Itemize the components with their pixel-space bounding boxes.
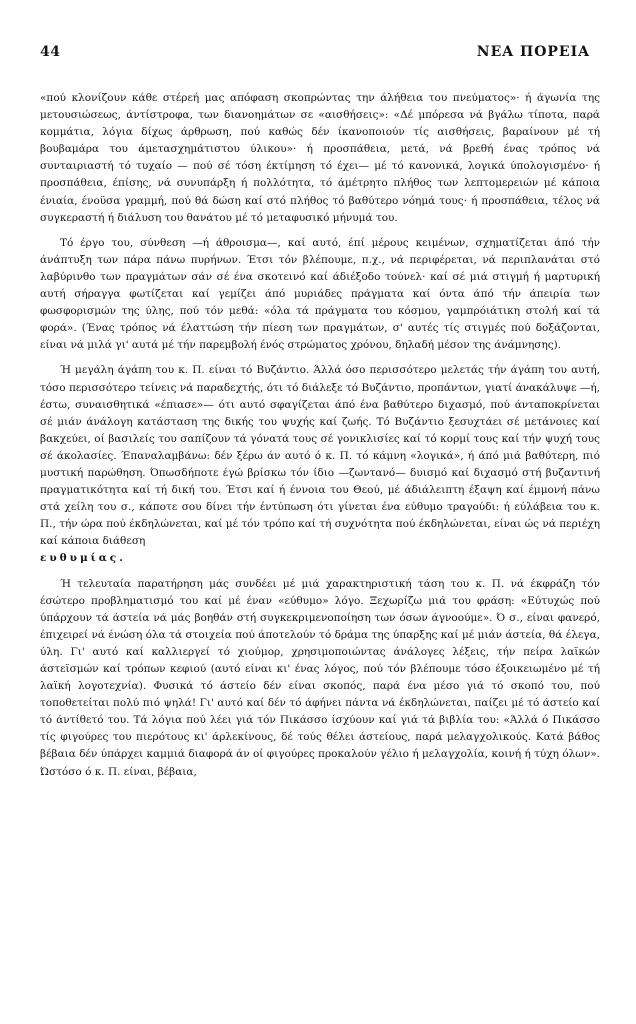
- body-text: [40, 90, 600, 785]
- page-number: 44: [40, 44, 61, 60]
- paragraph-1: «πού κλονίζουν κάθε στέρεή μας απόφαση σκοπρώντας την άλήθεια του πνεύματος»· ή άγωνία της μετουσιώσεως, άντίστροφα, των διανοημάτων σε «αισθήσεις»: «Δέ μπόρεσα νά βγάλω τίποτα, παρά κομμάτια, λόγια δίχως άρθρωση, πού καθώς δέν ίκανοποιούν τίς αισθήσεις, βαραίνουν μέ τή βουβαμάρα του άμετασχημάτιστου ύλικου»· ή προσπάθεια, μετά, νά βρεθή ένας τρόπος νά συνταιριαστή τό τυχαίο — πού σέ τόση έκτίμηση τό έχει— μέ τό κανονικά, λογικά ύπολογισμένο· ή προσπάθεια, έπίσης, νά συνυπάρξη ή πολλότητα, τό άμέτρητο πλήθος των λεπτομερειών μέ κάποια ένιαία, ένοϋσα γραμμή, πού θά δώση καί στό πλήθος τό βαθύτερο νόημά τους· ή προσπάθεια, τέλος νά συγκεραστή ή διάλυση του θανάτου μέ τό μεταφυσικό μήνυμά του.: [40, 92, 600, 224]
- spaced-emphasis-word: ευθυμίας.: [40, 552, 126, 565]
- paragraph-4: Ή τελευταία παρατήρηση μάς συνδέει μέ μιά χαρακτηριστική τάση του κ. Π. νά έκφράζη τόν έσώτερο προβληματισμό του καί μέ έναν «εύθυμο» λόγο. Ξεχωρίζω μιά του φράση: «Εύτυχώς πού ύπάρχουν τά άστεία νά μάς βοηθάν στή συγκεκριμενοποίηση των όσων άγνοούμε». Ό σ., είναι φανερό, έπιχειρεί νά ένώση όλα τά στοιχεία πού άποτελούν τό δράμα της ύπαρξης καί μέ μιάν άστεία, θά έλεγα, ύλη. Γι' αυτό καί καλλιεργεί τό χιούμορ, χρησιμοποιώντας άνάλογες λέξεις, τήν πείρα λαϊκών άστεϊσμών καί τρόπων κεφιού (αυτό είναι κι' ένας λόγος, πού τόν βλέπουμε τόσο έξοικειωμένο μέ τή λαϊκή λογοτεχνία). Φυσικά τό άστείο δέν είναι σκοπός, παρά ένα μέσο γιά τό σκοπό του, πού τοποθετείται πολύ πιό ψηλά! Γι' αυτό καί δέν τό άφήνει πάντα νά έκδηλώνεται, παίζει μέ τό άστείο καί τό άντίθετό του. Τά λόγια πού λέει γιά τόν Πικάσσο ίσχύουν καί γιά τά βιβλία του: «Άλλά ό Πικάσσο τίς φιγούρες του πιερότους κι' άρλεκίνους, δέ τούς θέλει άστείους, παρά μελαγχολικούς. Κατά βάθος βέβαια δέν ύπάρχει καμμιά διαφορά άν οί φιγούρες προκαλούν γέλιο ή μελαγχολία, κοινή ή τύχη όλων». Ώστόσο ό κ. Π. είναι, βέβαια,: [40, 577, 600, 778]
- paragraph-3-text: Ή μεγάλη άγάπη του κ. Π. είναι τό Βυζάντιο. Άλλά όσο περισσότερο μελετάς τήν άγάπη του αυτή, τόσο περισσότερο τείνεις νά παραδεχτής, ότι τό διάλεξε τό Βυζάντιο, προπάντων, γιατί άνακάλυψε —ή, έστω, συναισθητικά «έπιασε»— ότι αυτό σφαγίζεται άπό ένα βαθύτερο διχασμό, πού άνταποκρίνεται σέ μιάν άνάλογη κατάσταση της δικής του ψυχής καί ζωής. Τό Βυζάντιο ξεσυχτάει σέ μετάνοιες καί βακχεύει, οί βασιλείς του σαπίζουν τά γόνατά τους σέ γονικλισίες καί τό κορμί τους καί τήν ψυχή τους σέ άκολασίες. Έπαναλαμβάνω: δέν ξέρω άν αυτό ό κ. Π. τό κάμνη «λογικά», ή άπό μιά βαθύτερη, πιό μυστική παρώθηση. Όπωσδήποτε έγώ βρίσκω τόν ίδιο —ζωντανό— δυισμό καί διχασμό στή βυζαντινή πραγματικότητα καί τή δική του. Έτσι καί ή έννοια του Θεού, μέ άδιάλειπτη έξαψη καί έμμονή πάνω στά χείλη του σ., κάποτε σου δίνει τήν έντύπωση ότι γίνεται ένα εύθυμο τραγούδι: ή εύλάβεια του κ. Π., τήν ώρα πού έκδηλώνεται, καί μέ τόν τρόπο καί τή συχνότητα πού έκδηλώνεται, είναι ώς νά περιέχη καί κάποια διάθεση: [40, 364, 600, 548]
- paragraph-3: [40, 362, 600, 567]
- page-header: [40, 44, 590, 66]
- running-title: ΝΕΑ ΠΟΡΕΙΑ: [476, 44, 590, 60]
- paragraph-2: Τό έργο του, σύνθεση —ή άθροισμα—, καί αυτό, έπί μέρους κειμένων, σχηματίζεται άπό τήν άνάπτυξη των πάρα πάνω πυρήνων. Έτσι τόν βλέπουμε, π.χ., νά περιφέρεται, νά περιπλανάται στό λαβύρινθο των πραγμάτων σάν σέ ένα σκοτεινό καί άδιέξοδο τούνελ· καί σέ μιά στιγμή ή μαρτυρική αυτή σήραγγα φωτίζεται καί γεμίζει άπό μυριάδες πράγματα καί όντα άπό τήν άπειρία των φωσφορισμών της ύλης, πού τόν μεθά: «όλα τά πράγματα του κόσμου, γαμπρόιάτικη στολή καί τά φορά». (Ένας τρόπος νά έλαττώση τήν πίεση των πραγμάτων, σ' αυτές τίς στιγμές πού δοξάζονται, είναι νά μιλά γι' αυτά μέ τήν παρεμβολή ένός στρώματος χρόνου, δηλαδή μέσον της άνάμνησης).: [40, 236, 600, 352]
